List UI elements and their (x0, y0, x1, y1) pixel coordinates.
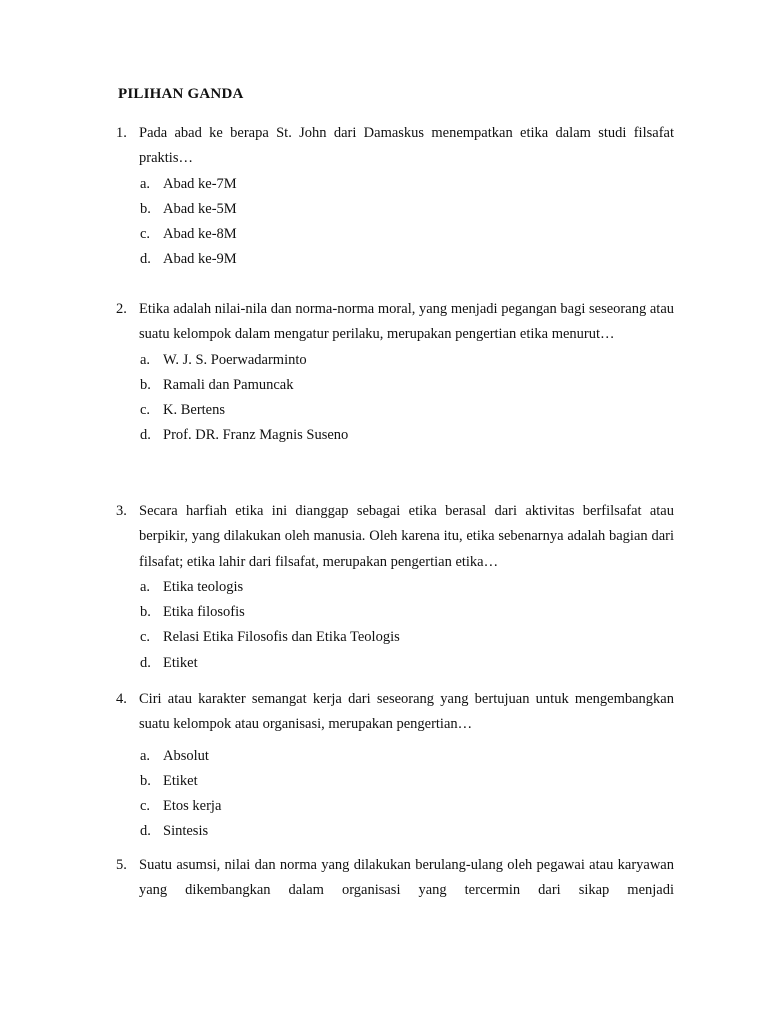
question-3 (0, 499, 768, 676)
question-number: 3. (116, 503, 127, 519)
option-text: Etiket (163, 772, 198, 789)
option-letter: a. (140, 351, 151, 368)
options-list (0, 348, 768, 449)
option-a (0, 172, 768, 197)
option-letter: b. (140, 772, 151, 789)
question-number: 5. (116, 857, 127, 873)
option-text: Etika teologis (163, 578, 244, 595)
section-heading: PILIHAN GANDA (118, 86, 244, 102)
question-number: 1. (116, 125, 127, 141)
option-letter: a. (140, 747, 151, 764)
option-c (0, 398, 768, 423)
options-list (0, 172, 768, 273)
question-number: 2. (116, 301, 127, 317)
option-letter: a. (140, 175, 151, 192)
option-text: Etos kerja (163, 798, 222, 815)
option-text: Etika filosofis (163, 604, 245, 621)
option-letter: d. (140, 654, 151, 671)
option-text: Abad ke-9M (163, 251, 237, 268)
question-text: Etika adalah nilai-nila dan norma-norma moral, yang menjadi pegangan bagi seseorang atau suatu kelompok dalam mengatur perilaku, merupakan pengertian etika menurut… (139, 301, 674, 343)
option-text: W. J. S. Poerwadarminto (163, 351, 307, 368)
option-a (0, 744, 768, 769)
option-text: Etiket (163, 654, 198, 671)
option-text: Relasi Etika Filosofis dan Etika Teologis (163, 629, 400, 646)
option-letter: c. (140, 402, 151, 419)
option-text: Prof. DR. Franz Magnis Suseno (163, 427, 349, 444)
option-letter: b. (140, 200, 151, 217)
option-letter: d. (140, 251, 151, 268)
option-letter: d. (140, 823, 151, 840)
question-2 (0, 297, 768, 449)
option-letter: c. (140, 629, 151, 646)
option-text: Abad ke-7M (163, 175, 237, 192)
question-text: Secara harfiah etika ini dianggap sebagai etika berasal dari aktivitas berfilsafat atau berpikir, yang dilakukan oleh manusia. Oleh karena itu, etika sebenarnya adalah bagian dari filsafat; etika lahir dari filsafat, merupakan pengertian etika… (139, 503, 674, 570)
option-text: Abad ke-8M (163, 226, 237, 243)
question-4 (0, 687, 768, 845)
option-a (0, 348, 768, 373)
options-list (0, 575, 768, 676)
option-letter: a. (140, 578, 151, 595)
option-d (0, 819, 768, 844)
option-b (0, 769, 768, 794)
option-text: Ramali dan Pamuncak (163, 376, 294, 393)
question-number: 4. (116, 691, 127, 707)
option-letter: d. (140, 427, 151, 444)
option-c (0, 625, 768, 650)
question-5 (0, 853, 768, 904)
option-text: K. Bertens (163, 402, 226, 419)
option-text: Absolut (163, 747, 209, 764)
option-c (0, 222, 768, 247)
option-b (0, 600, 768, 625)
option-d (0, 423, 768, 448)
option-c (0, 794, 768, 819)
option-letter: c. (140, 798, 151, 815)
option-letter: c. (140, 226, 151, 243)
question-1 (0, 121, 768, 273)
option-d (0, 651, 768, 676)
option-letter: b. (140, 376, 151, 393)
option-a (0, 575, 768, 600)
question-text: Suatu asumsi, nilai dan norma yang dilakukan berulang-ulang oleh pegawai atau karyawan yang dikembangkan dalam organisasi yang tercermin dari sikap menjadi (139, 857, 674, 899)
option-d (0, 247, 768, 272)
question-text: Pada abad ke berapa St. John dari Damaskus menempatkan etika dalam studi filsafat praktis… (139, 125, 674, 167)
options-list (0, 744, 768, 845)
option-b (0, 197, 768, 222)
question-text: Ciri atau karakter semangat kerja dari seseorang yang bertujuan untuk mengembangkan suatu kelompok atau organisasi, merupakan pengertian… (139, 691, 674, 733)
option-letter: b. (140, 604, 151, 621)
option-b (0, 373, 768, 398)
option-text: Abad ke-5M (163, 200, 237, 217)
option-text: Sintesis (163, 823, 209, 840)
